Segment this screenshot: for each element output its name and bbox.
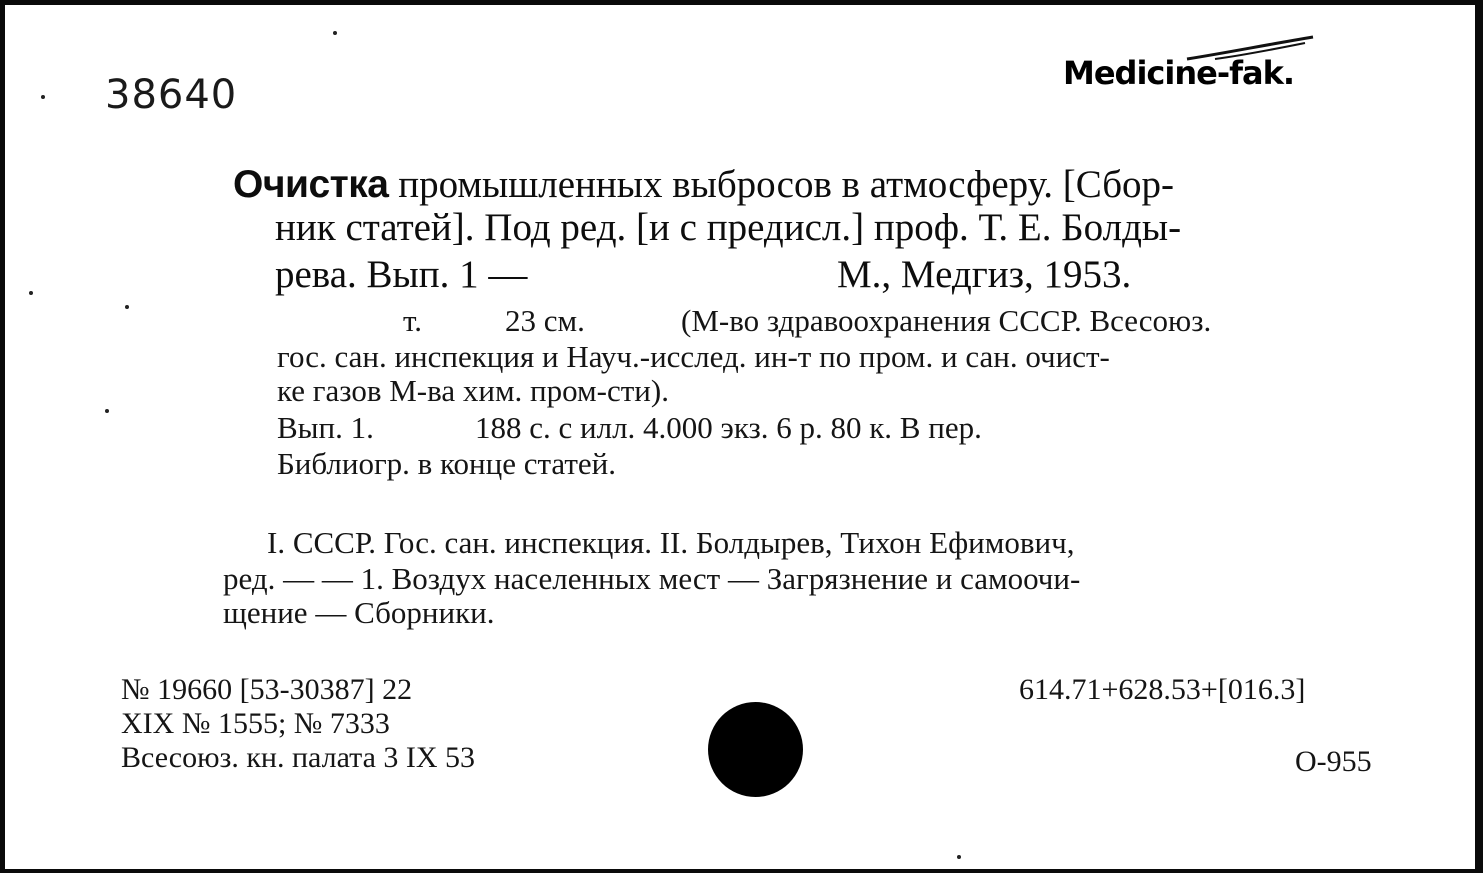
scan-speck — [957, 855, 961, 859]
desc-volumes: т. — [403, 303, 422, 338]
desc-size: 23 см. — [505, 303, 585, 338]
desc-bibliography: Библиогр. в конце статей. — [277, 446, 617, 481]
desc-pages-price: 188 с. с илл. 4.000 экз. 6 р. 80 к. В пер. — [475, 410, 982, 445]
title-line-3-right: М., Медгиз, 1953. — [837, 253, 1132, 296]
title-line-2: ник статей]. Под ред. [и с предисл.] проф. Т. Е. Болды- — [275, 206, 1182, 249]
title-line-3-left: рева. Вып. 1 — — [275, 253, 528, 296]
punch-hole — [708, 702, 803, 797]
title-line-1 — [233, 165, 1174, 204]
desc-series-line-2: гос. сан. инспекция и Науч.-исслед. ин-т по пром. и сан. очист- — [277, 339, 1110, 374]
title-lead-word: Очистка — [233, 163, 389, 206]
tracing-line-2: ред. — — 1. Воздух населенных мест — Загрязнение и самоочи- — [223, 561, 1081, 596]
desc-series-line-3: ке газов М-ва хим. пром-сти). — [277, 373, 669, 408]
footer-author-mark: О-955 — [1295, 745, 1372, 778]
library-stamp: Medicine-fak. — [1063, 54, 1295, 92]
scan-speck — [29, 291, 33, 295]
tracing-line-3: щение — Сборники. — [223, 595, 495, 630]
title-line-1-rest: промышленных выбросов в атмосферу. [Сбор- — [388, 163, 1175, 206]
handwritten-call-number: 38640 — [105, 72, 238, 118]
tracing-line-1: I. СССР. Гос. сан. инспекция. II. Болдырев, Тихон Ефимович, — [267, 525, 1075, 560]
desc-series-line-1: (М-во здравоохранения СССР. Всесоюз. — [681, 303, 1212, 338]
footer-record-number: № 19660 [53-30387] 22 — [121, 673, 413, 706]
scan-speck — [105, 409, 109, 413]
footer-register: XIX № 1555; № 7333 — [121, 707, 390, 740]
footer-chamber-date: Всесоюз. кн. палата 3 IX 53 — [121, 741, 476, 774]
scan-speck — [125, 305, 129, 309]
scan-speck — [41, 95, 45, 99]
desc-issue: Вып. 1. — [277, 410, 374, 445]
footer-classification: 614.71+628.53+[016.3] — [1019, 673, 1306, 706]
scan-speck — [333, 31, 337, 35]
